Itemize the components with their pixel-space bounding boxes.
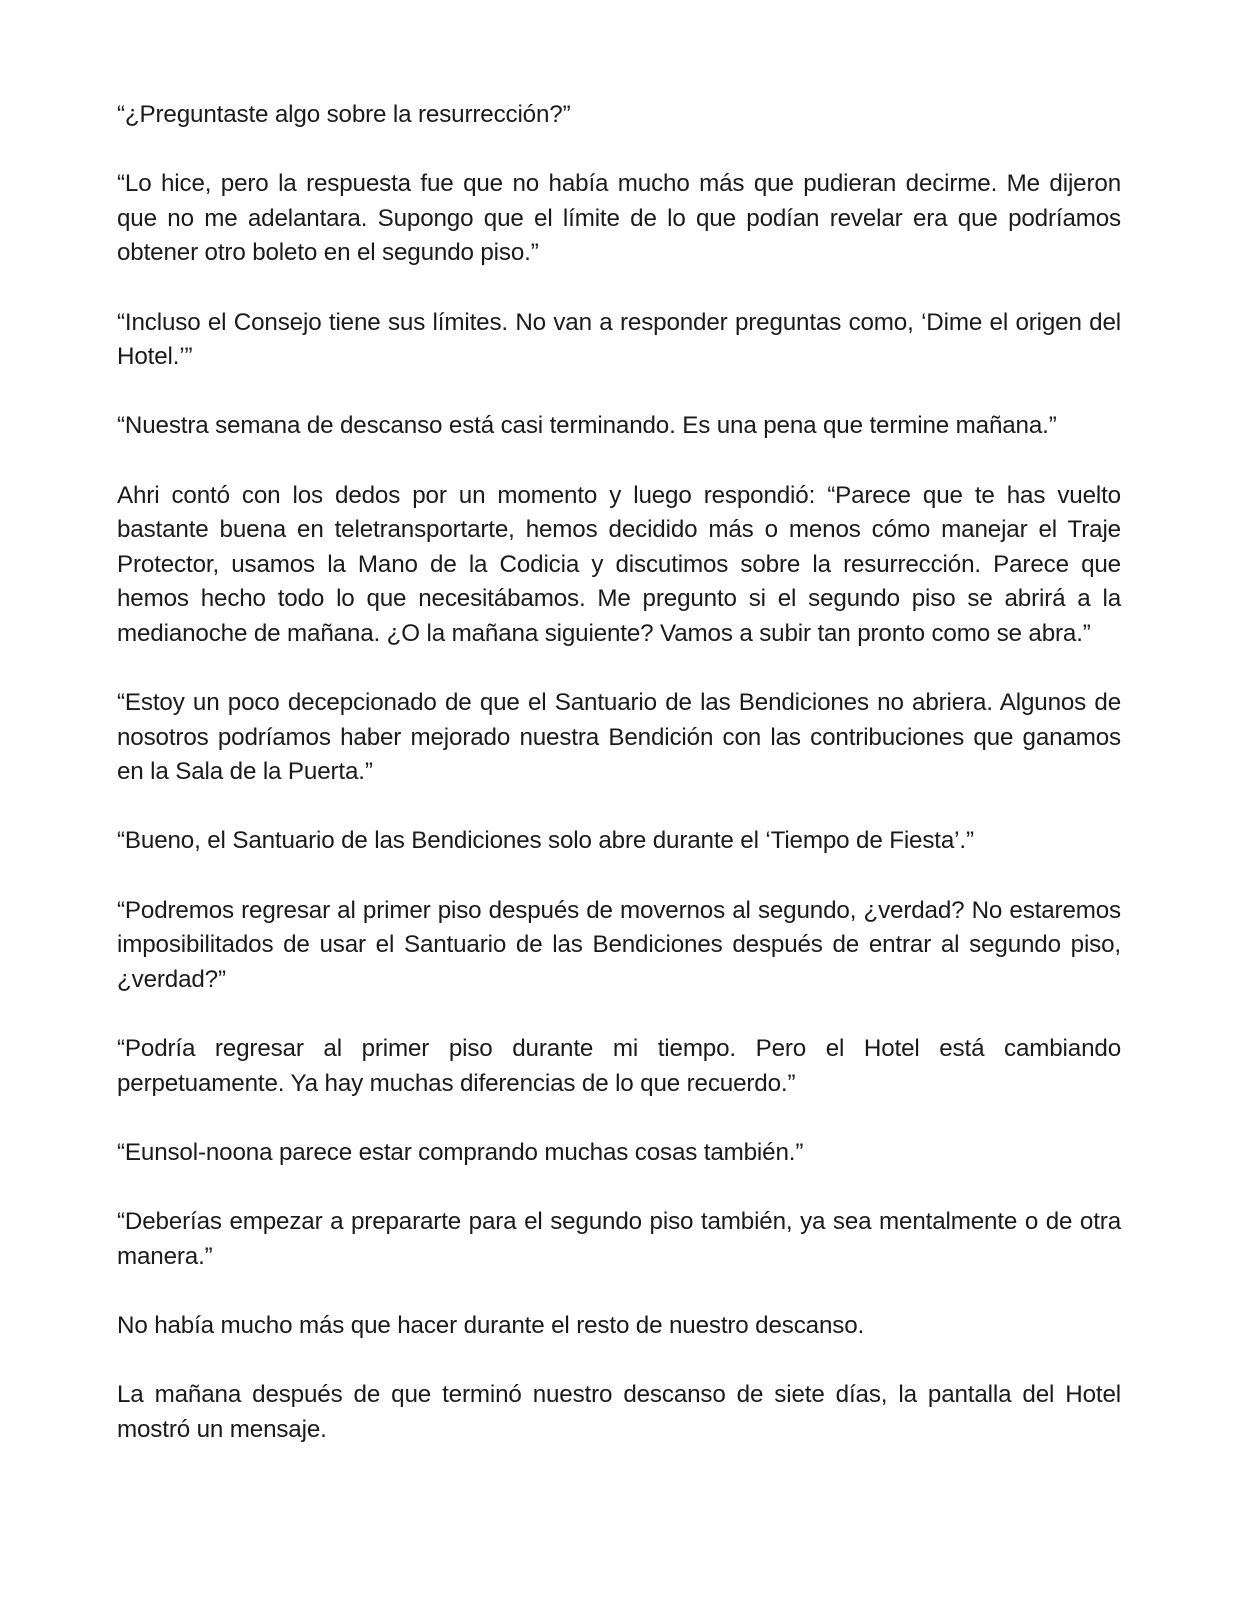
- paragraph-12: No había mucho más que hacer durante el resto de nuestro descanso.: [117, 1311, 865, 1339]
- paragraph-3: “Incluso el Consejo tiene sus límites. No van a responder preguntas como, ‘Dime el origen del Hotel.’”: [117, 308, 1121, 371]
- paragraph-7: “Bueno, el Santuario de las Bendiciones solo abre durante el ‘Tiempo de Fiesta’.”: [117, 827, 974, 855]
- paragraph-8: “Podremos regresar al primer piso después de movernos al segundo, ¿verdad? No estaremos imposibilitados de usar el Santuario de las Bendiciones después de entrar al segundo piso, ¿verdad?”: [117, 896, 1121, 993]
- paragraph-9: “Podría regresar al primer piso durante mi tiempo. Pero el Hotel está cambiando perpetuamente. Ya hay muchas diferencias de lo que recuerdo.”: [117, 1035, 1121, 1097]
- document-page: [117, 98, 1121, 1482]
- paragraph-2: “Lo hice, pero la respuesta fue que no había mucho más que pudieran decirme. Me dijeron que no me adelantara. Supongo que el límite de lo que podían revelar era que podríamos obtener otro boleto en el segundo piso.”: [117, 170, 1121, 267]
- paragraph-6: “Estoy un poco decepcionado de que el Santuario de las Bendiciones no abriera. Algunos de nosotros podríamos haber mejorado nuestra Bendición con las contribuciones que ganamos en la Sala de la Puerta.”: [117, 689, 1121, 786]
- paragraph-13: La mañana después de que terminó nuestro descanso de siete días, la pantalla del Hotel mostró un mensaje.: [117, 1380, 1121, 1443]
- paragraph-1: “¿Preguntaste algo sobre la resurrección?”: [117, 101, 571, 128]
- paragraph-10: “Eunsol-noona parece estar comprando muchas cosas también.”: [117, 1138, 804, 1166]
- paragraph-11: “Deberías empezar a prepararte para el segundo piso también, ya sea mentalmente o de otra manera.”: [117, 1208, 1121, 1270]
- paragraph-4: “Nuestra semana de descanso está casi terminando. Es una pena que termine mañana.”: [117, 412, 1057, 440]
- paragraph-5: Ahri contó con los dedos por un momento y luego respondió: “Parece que te has vuelto bastante buena en teletransportarte, hemos decidido más o menos cómo manejar el Traje Protector, usamos la Mano de la Codicia y discutimos sobre la resurrección. Parece que hemos hecho todo lo que necesitábamos. Me pregunto si el segundo piso se abrirá a la medianoche de mañana. ¿O la mañana siguiente? Vamos a subir tan pronto como se abra.”: [117, 481, 1121, 647]
